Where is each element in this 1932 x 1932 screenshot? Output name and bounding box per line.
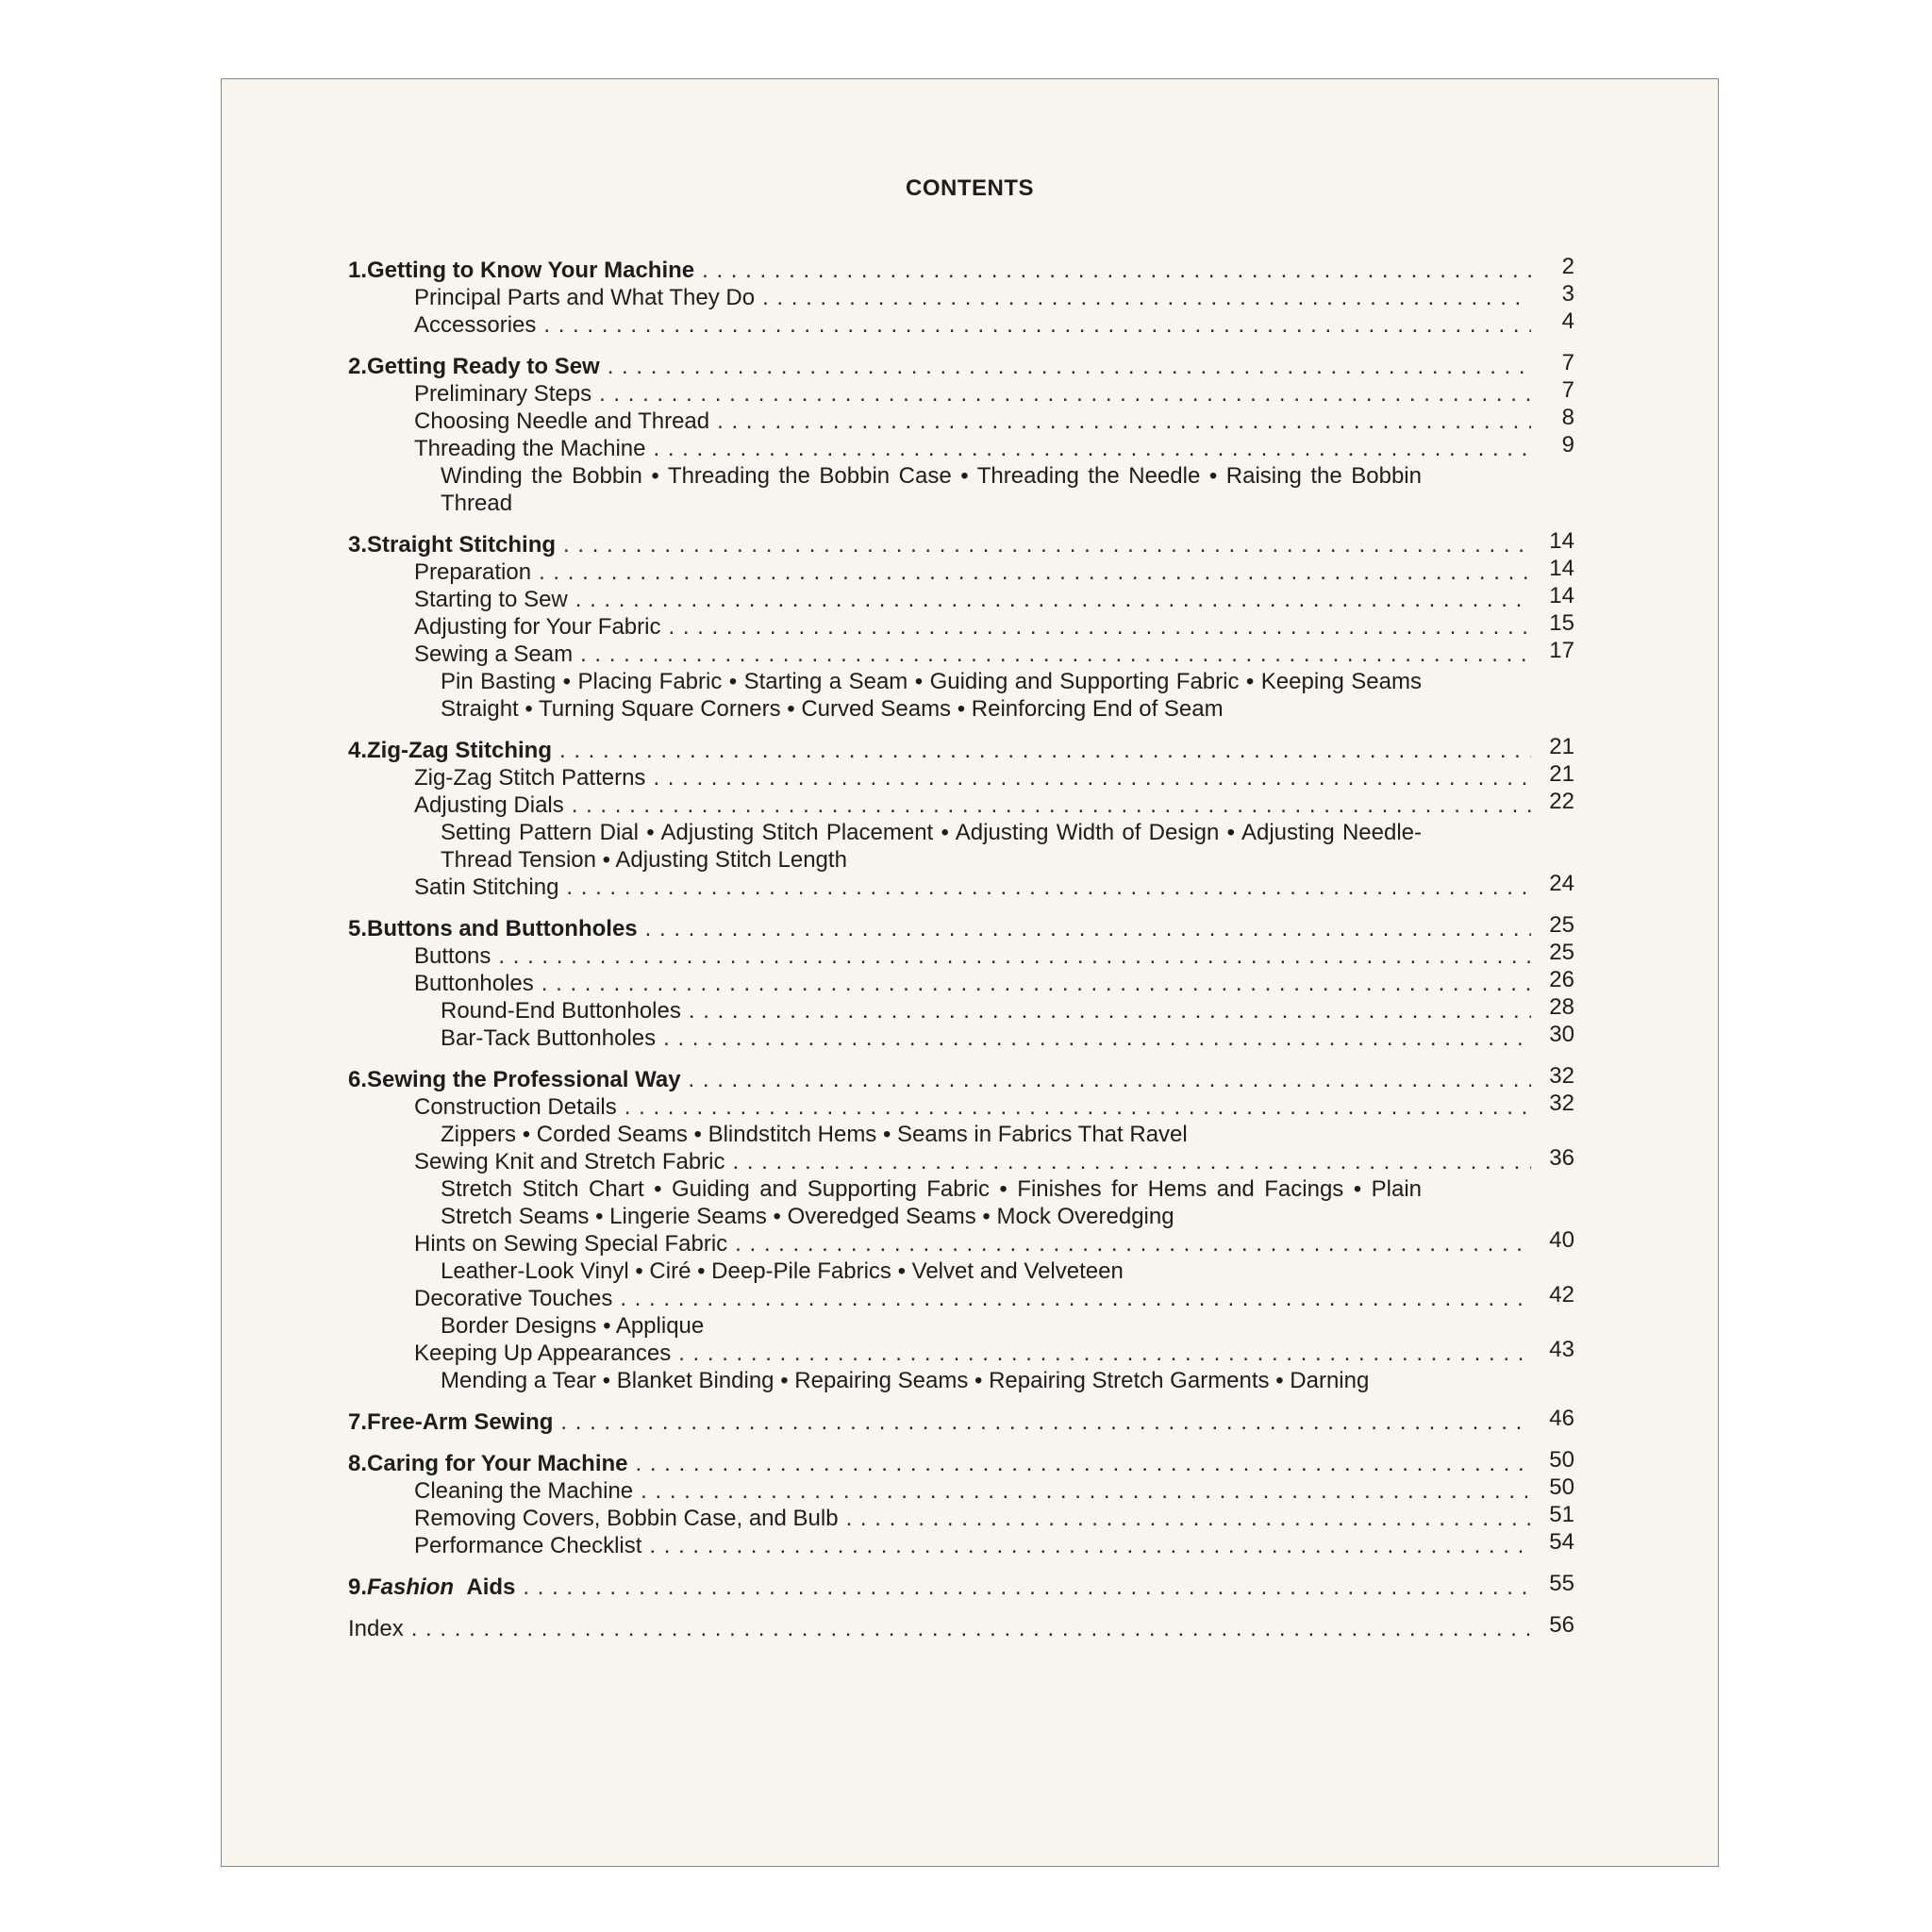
toc-chapter-row[interactable]: [348, 528, 1574, 558]
dot-leader: [560, 1408, 1531, 1436]
entry-title: Sewing the Professional Way: [367, 1067, 681, 1092]
dot-leader: [641, 1477, 1531, 1505]
toc-section-row[interactable]: [348, 610, 1574, 641]
entry-title: Decorative Touches: [414, 1286, 613, 1311]
entry-title: Round-End Buttonholes: [441, 998, 681, 1024]
entry-title: Straight Stitching: [367, 532, 557, 558]
chapter-number: 1.: [348, 258, 368, 283]
toc-section-row[interactable]: [348, 1024, 1574, 1052]
toc-chapter-row[interactable]: [348, 912, 1574, 942]
entry-title: Index: [348, 1616, 404, 1641]
page-number: 32: [1549, 1063, 1574, 1089]
dot-leader: [411, 1615, 1531, 1642]
toc-section-row[interactable]: [348, 942, 1574, 970]
entry-title: Zig-Zag Stitch Patterns: [414, 765, 646, 791]
dot-leader: [599, 380, 1531, 408]
toc-section-row[interactable]: [348, 761, 1574, 791]
dot-leader: [668, 613, 1531, 641]
page-number: 50: [1549, 1447, 1574, 1473]
dot-leader: [498, 942, 1531, 970]
entry-title: Starting to Sew: [414, 587, 568, 612]
page-number: 40: [1549, 1227, 1574, 1253]
dot-leader: [733, 1148, 1532, 1175]
page-number: 7: [1561, 377, 1574, 403]
entry-title: Cleaning the Machine: [414, 1478, 634, 1504]
dot-leader: [645, 915, 1531, 942]
toc-chapter-row[interactable]: [348, 254, 1574, 284]
page-number: 25: [1549, 940, 1574, 965]
entry-title: Caring for Your Machine: [367, 1451, 628, 1476]
page-number: 15: [1549, 610, 1574, 636]
page-number: 8: [1561, 405, 1574, 430]
dot-leader: [762, 284, 1531, 311]
entry-title: Hints on Sewing Special Fabric: [414, 1231, 728, 1257]
dot-leader: [575, 586, 1531, 613]
entry-title: Threading the Machine: [414, 436, 646, 461]
page-number: 3: [1561, 281, 1574, 307]
entry-title: Choosing Needle and Thread: [414, 408, 710, 434]
toc-section-row[interactable]: [348, 1337, 1574, 1367]
toc-subtopics: Leather-Look Vinyl • Ciré • Deep-Pile Fabrics • Velvet and Velveteen: [441, 1258, 1124, 1284]
page-number: 55: [1549, 1571, 1574, 1596]
toc-section-row[interactable]: [348, 558, 1574, 586]
entry-title: Sewing Knit and Stretch Fabric: [414, 1149, 725, 1174]
page-number: 26: [1549, 967, 1574, 992]
dot-leader: [559, 737, 1531, 764]
page-number: 22: [1549, 789, 1574, 814]
toc-section-row[interactable]: [348, 1529, 1574, 1559]
dot-leader: [543, 311, 1531, 339]
document-page: [221, 78, 1719, 1867]
chapter-number: 4.: [348, 738, 368, 763]
page-number: 4: [1561, 308, 1574, 334]
page-number: 36: [1549, 1145, 1574, 1171]
chapter-number: 8.: [348, 1451, 368, 1476]
page-number: 56: [1549, 1612, 1574, 1638]
toc-section-row[interactable]: [348, 1227, 1574, 1257]
page-number: 25: [1549, 912, 1574, 938]
toc-section-row[interactable]: [348, 583, 1574, 613]
toc-section-row[interactable]: [348, 405, 1574, 435]
entry-title: Performance Checklist: [414, 1533, 642, 1558]
page-number: 42: [1549, 1282, 1574, 1307]
dot-leader: [846, 1505, 1531, 1532]
entry-title: Buttonholes: [414, 971, 534, 996]
dot-leader: [678, 1340, 1531, 1367]
toc-section-row[interactable]: [348, 281, 1574, 311]
toc-subtopics: Stretch Stitch Chart • Guiding and Supporting Fabric • Finishes for Hems and Facings • Plain Stretch Seams • Lingerie Seams • Overedged Seams • Mock Overedging: [441, 1176, 1422, 1229]
entry-title: Adjusting for Your Fabric: [414, 614, 661, 640]
dot-leader: [608, 353, 1531, 380]
page-number: 17: [1549, 638, 1574, 663]
toc-section-row[interactable]: [348, 967, 1574, 997]
toc-section-row[interactable]: [348, 308, 1574, 339]
page-number: 2: [1561, 254, 1574, 279]
entry-title: Sewing a Seam: [414, 641, 574, 667]
toc-subtopics: Mending a Tear • Blanket Binding • Repairing Seams • Repairing Stretch Garments • Darning: [441, 1368, 1370, 1393]
dot-leader: [580, 641, 1531, 668]
chapter-number: 9.: [348, 1574, 368, 1600]
table-of-contents: [348, 254, 1574, 1642]
toc-chapter-row[interactable]: [348, 350, 1574, 380]
chapter-number: 7.: [348, 1409, 368, 1435]
entry-title: Getting Ready to Sew: [367, 354, 600, 379]
page-number: 21: [1549, 761, 1574, 787]
entry-title: Satin Stitching: [414, 874, 559, 900]
page-number: 30: [1549, 1022, 1574, 1047]
toc-section-row[interactable]: [348, 791, 1574, 819]
page-number: 24: [1549, 871, 1574, 896]
dot-leader: [663, 1024, 1531, 1052]
chapter-number: 6.: [348, 1067, 368, 1092]
entry-title: Accessories: [414, 312, 537, 338]
dot-leader: [653, 435, 1531, 462]
toc-section-row[interactable]: [348, 432, 1574, 462]
page-number: 14: [1549, 556, 1574, 581]
entry-title-rest: Aids: [466, 1574, 516, 1600]
dot-leader: [539, 558, 1531, 586]
page-number: 50: [1549, 1474, 1574, 1500]
page-number: 32: [1549, 1091, 1574, 1116]
toc-subtopics: Border Designs • Applique: [441, 1313, 705, 1339]
entry-title: Removing Covers, Bobbin Case, and Bulb: [414, 1506, 839, 1531]
entry-title: Construction Details: [414, 1094, 617, 1120]
toc-section-row[interactable]: [348, 1502, 1574, 1532]
entry-title: Zig-Zag Stitching: [367, 738, 552, 763]
toc-section-row[interactable]: [348, 1093, 1574, 1121]
entry-title: Preparation: [414, 559, 532, 585]
entry-title: Preliminary Steps: [414, 381, 592, 407]
dot-leader: [572, 791, 1531, 819]
toc-chapter-row[interactable]: [348, 1571, 1574, 1601]
toc-section-row[interactable]: [348, 1145, 1574, 1175]
toc-section-row[interactable]: [348, 994, 1574, 1024]
dot-leader: [636, 1450, 1532, 1477]
dot-leader: [702, 257, 1531, 284]
toc-section-row[interactable]: [348, 377, 1574, 408]
dot-leader: [566, 874, 1531, 901]
toc-chapter-row[interactable]: [348, 1063, 1574, 1093]
toc-subtopics: Zippers • Corded Seams • Blindstitch Hems • Seams in Fabrics That Ravel: [441, 1122, 1188, 1147]
page-number: 7: [1561, 350, 1574, 375]
page-number: 21: [1549, 734, 1574, 759]
page-number: 14: [1549, 583, 1574, 608]
entry-title: Keeping Up Appearances: [414, 1341, 672, 1366]
entry-title: Free-Arm Sewing: [367, 1409, 554, 1435]
chapter-number: 2.: [348, 354, 368, 379]
dot-leader: [717, 408, 1531, 435]
page-number: 46: [1549, 1406, 1574, 1431]
dot-leader: [563, 531, 1531, 558]
toc-chapter-row[interactable]: [348, 734, 1574, 764]
chapter-number: 5.: [348, 916, 368, 941]
dot-leader: [620, 1285, 1531, 1312]
entry-title: Buttons: [414, 943, 491, 969]
toc-chapter-row[interactable]: [348, 1408, 1574, 1436]
entry-title-italic: Fashion: [367, 1574, 455, 1600]
chapter-number: 3.: [348, 532, 368, 558]
entry-title: Adjusting Dials: [414, 792, 564, 818]
toc-section-row[interactable]: [348, 638, 1574, 668]
page-number: 51: [1549, 1502, 1574, 1527]
entry-title: Buttons and Buttonholes: [367, 916, 638, 941]
entry-title: Getting to Know Your Machine: [367, 258, 695, 283]
dot-leader: [541, 970, 1531, 997]
toc-section-row[interactable]: [348, 1612, 1574, 1642]
dot-leader: [625, 1093, 1531, 1121]
dot-leader: [649, 1532, 1531, 1559]
page-number: 28: [1549, 994, 1574, 1020]
entry-title: [367, 1574, 523, 1601]
dot-leader: [735, 1230, 1531, 1257]
dot-leader: [523, 1574, 1531, 1601]
toc-section-row[interactable]: [348, 871, 1574, 901]
page-number: 43: [1549, 1337, 1574, 1362]
dot-leader: [689, 1066, 1531, 1093]
toc-chapter-row[interactable]: [348, 1447, 1574, 1477]
toc-subtopics: Pin Basting • Placing Fabric • Starting a Seam • Guiding and Supporting Fabric • Keeping Seams Straight • Turning Square Corners • Curved Seams • Reinforcing End of Seam: [441, 669, 1422, 722]
dot-leader: [689, 997, 1531, 1024]
entry-title: Bar-Tack Buttonholes: [441, 1025, 657, 1051]
toc-section-row[interactable]: [348, 1474, 1574, 1505]
page-number: 14: [1549, 528, 1574, 554]
dot-leader: [653, 764, 1531, 791]
page-number: 54: [1549, 1529, 1574, 1555]
toc-subtopics: Setting Pattern Dial • Adjusting Stitch Placement • Adjusting Width of Design • Adjusting Needle-Thread Tension • Adjusting Stitch Length: [441, 820, 1422, 873]
entry-title: Principal Parts and What They Do: [414, 285, 756, 310]
toc-section-row[interactable]: [348, 1282, 1574, 1312]
page-title: CONTENTS: [906, 175, 1034, 201]
page-number: 9: [1561, 432, 1574, 458]
toc-subtopics: Winding the Bobbin • Threading the Bobbin Case • Threading the Needle • Raising the Bobbin Thread: [441, 463, 1422, 516]
